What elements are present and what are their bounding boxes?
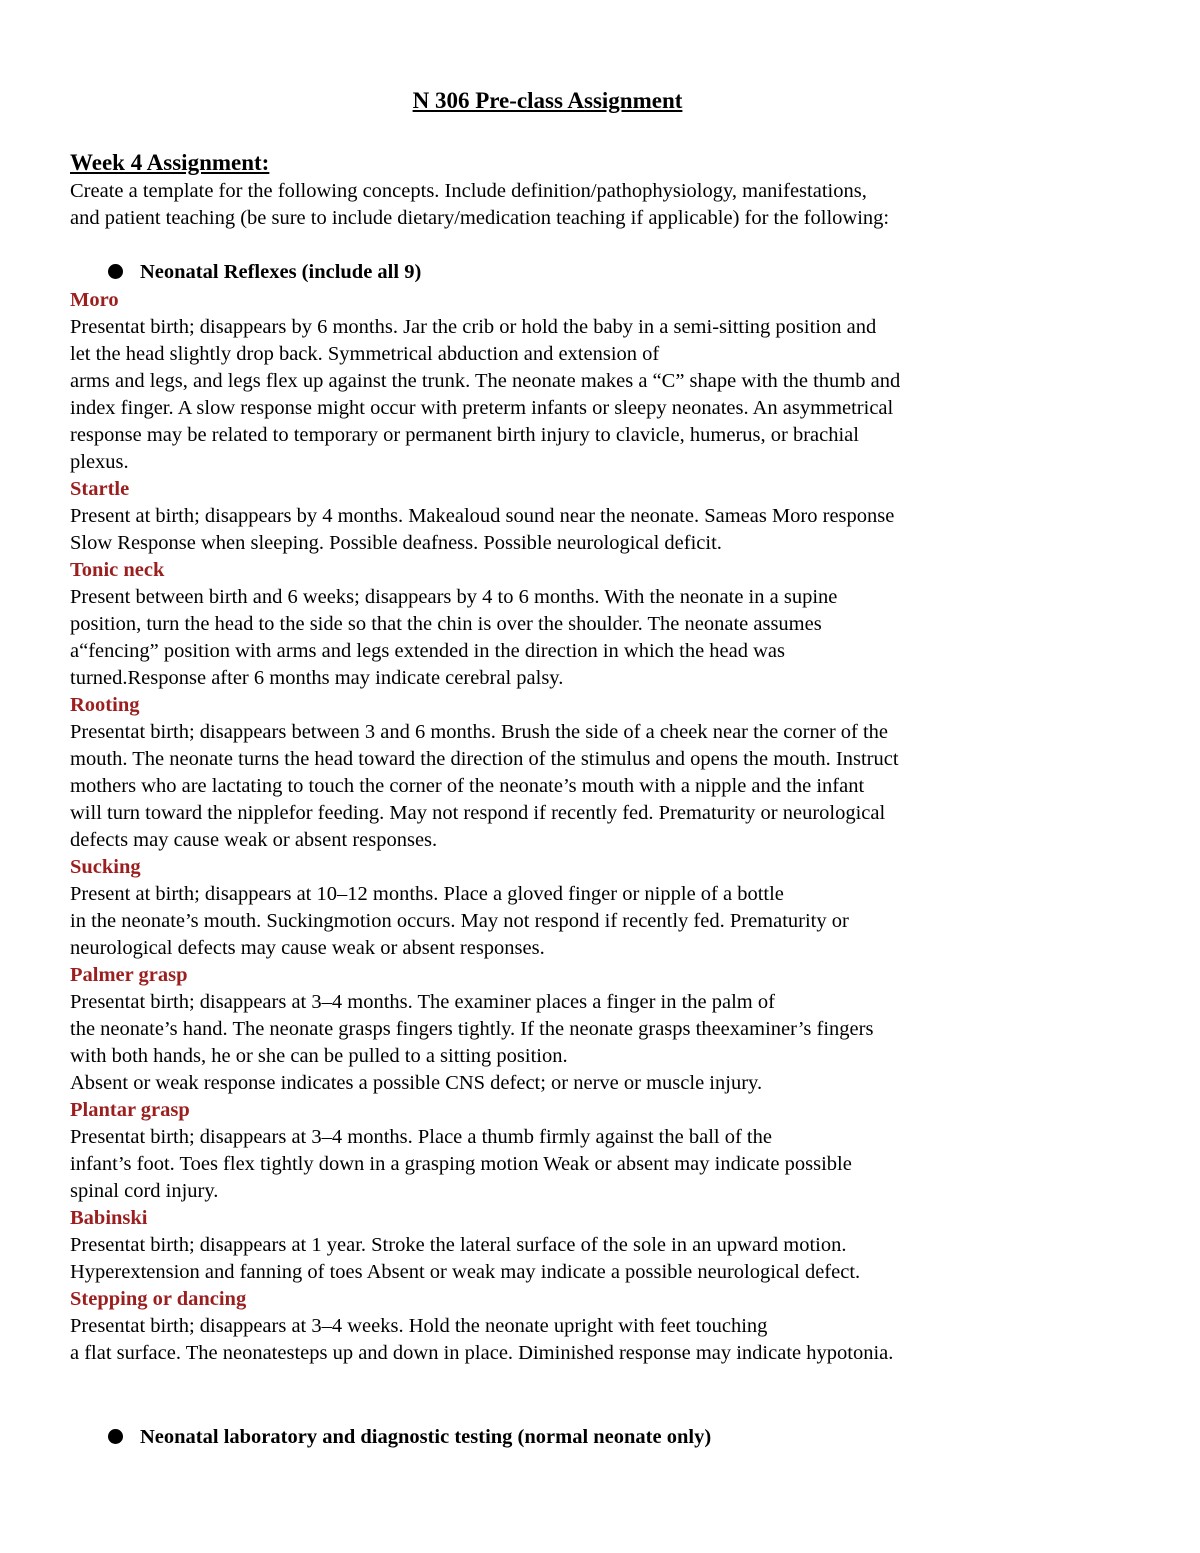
reflex-description-line: the neonate’s hand. The neonate grasps fingers tightly. If the neonate grasps theexaminer’s fingers (70, 1018, 874, 1040)
reflex-description-line: Hyperextension and fanning of toes Absent or weak may indicate a possible neurological defect. (70, 1261, 861, 1283)
reflex-description-line: Present at birth; disappears by 4 months. Makealoud sound near the neonate. Sameas Moro response (70, 505, 895, 527)
reflex-description-line: mouth. The neonate turns the head toward the direction of the stimulus and opens the mouth. Instruct (70, 748, 899, 770)
section-bullet-lab-testing (108, 1424, 711, 1451)
reflex-description-line: Present at birth; disappears at 10–12 months. Place a gloved finger or nipple of a bottle (70, 883, 784, 905)
reflex-description-line: arms and legs, and legs flex up against the trunk. The neonate makes a “C” shape with the thumb and (70, 370, 901, 392)
reflex-description-line: in the neonate’s mouth. Suckingmotion occurs. May not respond if recently fed. Prematurity or (70, 910, 849, 932)
reflex-description-line: Presentat birth; disappears at 1 year. Stroke the lateral surface of the sole in an upward motion. (70, 1234, 847, 1256)
reflex-description-line: Presentat birth; disappears by 6 months. Jar the crib or hold the baby in a semi-sitting position and (70, 316, 877, 338)
reflex-entry (70, 287, 1130, 476)
week-heading: Week 4 Assignment: (70, 150, 270, 175)
section-heading: Neonatal Reflexes (include all 9) (140, 261, 422, 283)
reflex-description-line: infant’s foot. Toes flex tightly down in a grasping motion Weak or absent may indicate possible (70, 1153, 852, 1175)
reflex-name: Startle (70, 478, 130, 500)
reflex-description-line: defects may cause weak or absent responses. (70, 829, 438, 851)
reflex-description-line: Presentat birth; disappears between 3 and 6 months. Brush the side of a cheek near the corner of the (70, 721, 889, 743)
reflex-description-line: a flat surface. The neonatesteps up and down in place. Diminished response may indicate hypotonia. (70, 1342, 894, 1364)
reflex-description-line: Presentat birth; disappears at 3–4 months. The examiner places a finger in the palm of (70, 991, 775, 1013)
intro-line: Create a template for the following concepts. Include definition/pathophysiology, manifestations, (70, 180, 867, 202)
reflex-description-line: let the head slightly drop back. Symmetrical abduction and extension of (70, 343, 660, 365)
reflex-name: Plantar grasp (70, 1099, 190, 1121)
reflex-name: Sucking (70, 856, 141, 878)
reflex-entry (70, 692, 1130, 854)
reflex-entry (70, 476, 1130, 557)
reflex-description-line: Present between birth and 6 weeks; disappears by 4 to 6 months. With the neonate in a supine (70, 586, 838, 608)
reflex-description-line: a“fencing” position with arms and legs extended in the direction in which the head was (70, 640, 786, 662)
reflex-description-line: mothers who are lactating to touch the corner of the neonate’s mouth with a nipple and the infant (70, 775, 865, 797)
reflex-entry (70, 557, 1130, 692)
reflex-entry (70, 854, 1130, 962)
reflex-entry (70, 1286, 1130, 1367)
reflex-description-line: with both hands, he or she can be pulled to a sitting position. (70, 1045, 568, 1067)
reflex-description-line: Presentat birth; disappears at 3–4 weeks. Hold the neonate upright with feet touching (70, 1315, 768, 1337)
reflex-description-line: will turn toward the nipplefor feeding. May not respond if recently fed. Prematurity or neurological (70, 802, 886, 824)
reflex-description-line: response may be related to temporary or permanent birth injury to clavicle, humerus, or brachial (70, 424, 859, 446)
reflex-description-line: index finger. A slow response might occur with preterm infants or sleepy neonates. An asymmetrical (70, 397, 894, 419)
reflex-description-line: Presentat birth; disappears at 3–4 months. Place a thumb firmly against the ball of the (70, 1126, 772, 1148)
bullet-icon (108, 264, 123, 279)
section-bullet-reflexes (108, 259, 421, 286)
reflex-list (70, 287, 1130, 1367)
reflex-entry (70, 1205, 1130, 1286)
reflex-name: Moro (70, 289, 119, 311)
reflex-entry (70, 1097, 1130, 1205)
reflex-name: Rooting (70, 694, 140, 716)
section-heading: Neonatal laboratory and diagnostic testing (normal neonate only) (140, 1426, 712, 1448)
intro-line: and patient teaching (be sure to include dietary/medication teaching if applicable) for the following: (70, 207, 890, 229)
reflex-description-line: neurological defects may cause weak or absent responses. (70, 937, 545, 959)
page-title: N 306 Pre-class Assignment (412, 88, 683, 113)
reflex-description-line: spinal cord injury. (70, 1180, 219, 1202)
reflex-description-line: plexus. (70, 451, 129, 473)
reflex-entry (70, 962, 1130, 1097)
reflex-description-line: Absent or weak response indicates a possible CNS defect; or nerve or muscle injury. (70, 1072, 763, 1094)
reflex-name: Palmer grasp (70, 964, 188, 986)
bullet-icon (108, 1429, 123, 1444)
reflex-name: Tonic neck (70, 559, 165, 581)
reflex-name: Babinski (70, 1207, 148, 1229)
reflex-description-line: position, turn the head to the side so that the chin is over the shoulder. The neonate assumes (70, 613, 822, 635)
intro-paragraph (70, 178, 1120, 232)
reflex-description-line: turned.Response after 6 months may indicate cerebral palsy. (70, 667, 564, 689)
reflex-description-line: Slow Response when sleeping. Possible deafness. Possible neurological deficit. (70, 532, 722, 554)
reflex-name: Stepping or dancing (70, 1288, 247, 1310)
